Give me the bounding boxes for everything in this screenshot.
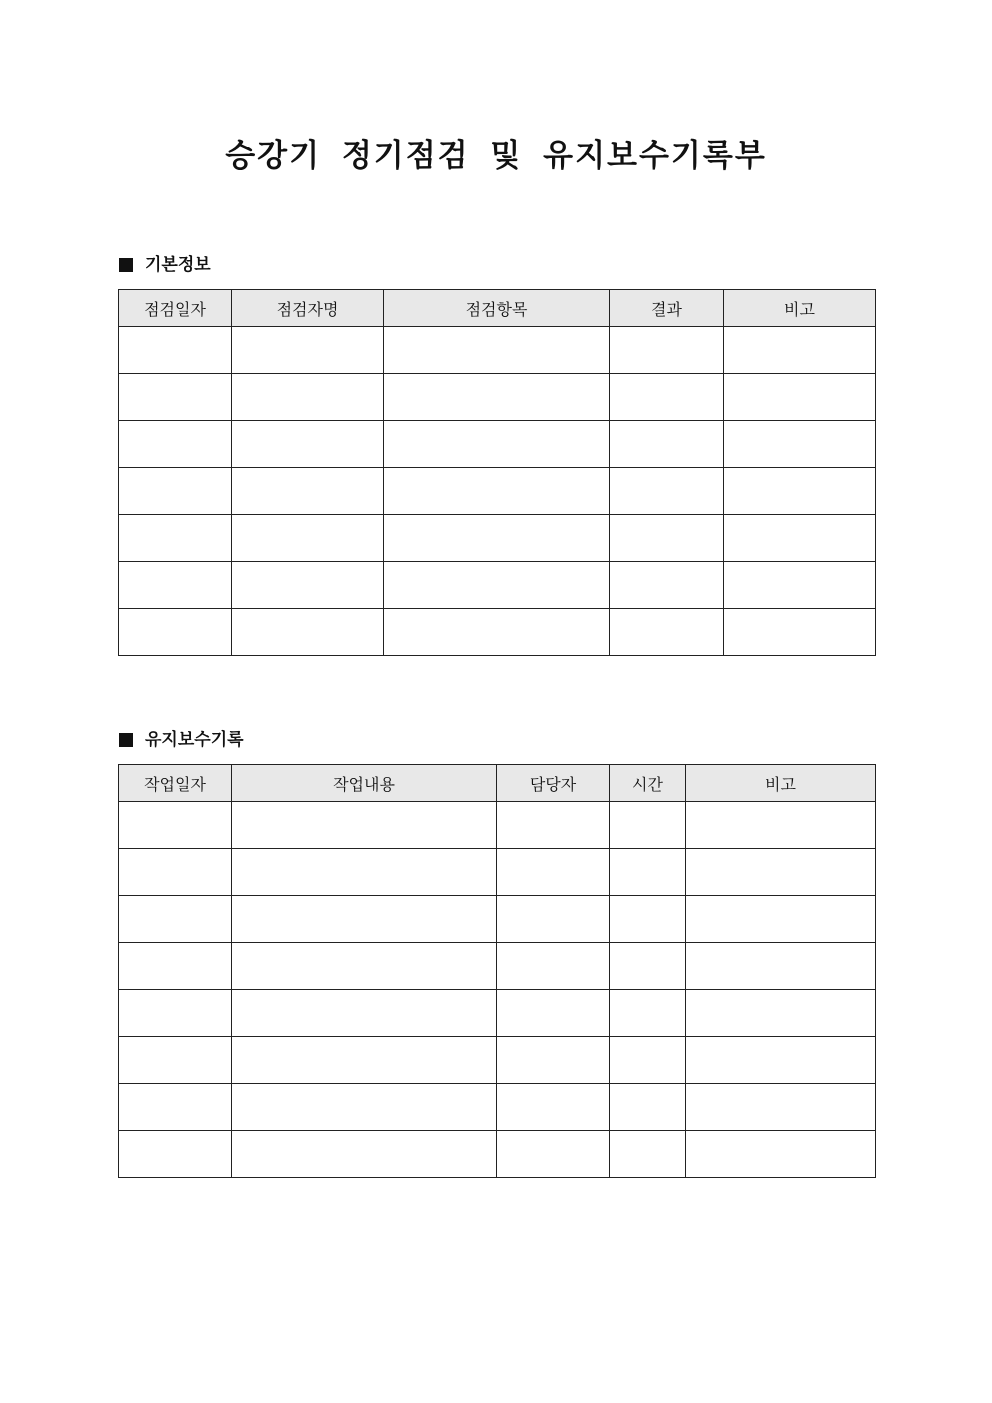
maintenance-table-cell[interactable] [610,849,686,896]
inspection-header-row [119,290,876,327]
inspection-table-cell[interactable] [724,421,876,468]
inspection-table-cell[interactable] [610,468,724,515]
inspection-table-cell[interactable] [119,515,232,562]
maintenance-table-cell[interactable] [119,990,232,1037]
maintenance-table-cell[interactable] [497,990,610,1037]
inspection-table [118,289,876,656]
maintenance-table-row [119,1131,876,1178]
column-header-inspection-item: 점검항목 [384,290,610,327]
maintenance-table-cell[interactable] [686,1037,876,1084]
maintenance-table-cell[interactable] [686,1131,876,1178]
maintenance-table-cell[interactable] [686,896,876,943]
maintenance-table-cell[interactable] [610,943,686,990]
maintenance-table-cell[interactable] [119,896,232,943]
maintenance-table-body [119,802,876,1178]
maintenance-table-cell[interactable] [232,849,497,896]
column-header-work-description: 작업내용 [232,765,497,802]
maintenance-table-cell[interactable] [610,1037,686,1084]
maintenance-table-cell[interactable] [497,943,610,990]
inspection-table-cell[interactable] [610,374,724,421]
inspection-table-cell[interactable] [119,374,232,421]
maintenance-table-cell[interactable] [232,1037,497,1084]
inspection-table-cell[interactable] [384,609,610,656]
inspection-table-cell[interactable] [610,609,724,656]
inspection-table-cell[interactable] [232,609,384,656]
inspection-table-cell[interactable] [724,609,876,656]
inspection-table-row [119,421,876,468]
maintenance-heading [119,728,244,752]
inspection-table-cell[interactable] [232,421,384,468]
inspection-table-row [119,562,876,609]
maintenance-table-cell[interactable] [232,1084,497,1131]
basic-info-heading-label: 기본정보 [145,255,211,275]
inspection-table-cell[interactable] [384,562,610,609]
maintenance-table-cell[interactable] [119,943,232,990]
column-header-person-in-charge: 담당자 [497,765,610,802]
column-header-result: 결과 [610,290,724,327]
inspection-table-cell[interactable] [724,327,876,374]
inspection-table-row [119,609,876,656]
maintenance-table-cell[interactable] [497,1084,610,1131]
maintenance-table-cell[interactable] [232,943,497,990]
inspection-table-cell[interactable] [232,515,384,562]
inspection-table-cell[interactable] [232,562,384,609]
maintenance-table-row [119,1037,876,1084]
document-title: 승강기 정기점검 및 유지보수기록부 [225,138,767,174]
inspection-table-cell[interactable] [119,468,232,515]
square-bullet-icon [119,733,133,747]
maintenance-table-cell[interactable] [119,1084,232,1131]
maintenance-table-row [119,990,876,1037]
maintenance-table-cell[interactable] [686,943,876,990]
inspection-table-row [119,374,876,421]
maintenance-table-cell[interactable] [119,849,232,896]
maintenance-table-cell[interactable] [232,896,497,943]
maintenance-table-cell[interactable] [232,802,497,849]
maintenance-table-cell[interactable] [119,1037,232,1084]
maintenance-table-cell[interactable] [686,802,876,849]
basic-info-heading [119,253,211,277]
inspection-table-cell[interactable] [610,515,724,562]
inspection-table-cell[interactable] [119,609,232,656]
maintenance-table-cell[interactable] [119,1131,232,1178]
inspection-table-cell[interactable] [610,421,724,468]
inspection-table-cell[interactable] [384,468,610,515]
maintenance-table-cell[interactable] [497,849,610,896]
inspection-table-cell[interactable] [610,562,724,609]
inspection-table-cell[interactable] [724,374,876,421]
inspection-table-cell[interactable] [724,562,876,609]
inspection-table-cell[interactable] [724,468,876,515]
inspection-table-cell[interactable] [384,374,610,421]
inspection-table-body [119,327,876,656]
maintenance-table-row [119,849,876,896]
maintenance-table-cell[interactable] [497,1037,610,1084]
column-header-inspector-name: 점검자명 [232,290,384,327]
inspection-table-cell[interactable] [119,327,232,374]
maintenance-table-row [119,1084,876,1131]
maintenance-table-cell[interactable] [686,1084,876,1131]
maintenance-table-cell[interactable] [232,1131,497,1178]
maintenance-table-cell[interactable] [610,1131,686,1178]
inspection-table-cell[interactable] [119,421,232,468]
inspection-table-cell[interactable] [384,421,610,468]
maintenance-table-cell[interactable] [686,990,876,1037]
maintenance-header-row [119,765,876,802]
maintenance-table-cell[interactable] [497,1131,610,1178]
inspection-table-cell[interactable] [724,515,876,562]
inspection-table-row [119,327,876,374]
maintenance-table-cell[interactable] [232,990,497,1037]
maintenance-table [118,764,876,1178]
maintenance-table-cell[interactable] [610,896,686,943]
column-header-inspection-date: 점검일자 [119,290,232,327]
maintenance-table-cell[interactable] [119,802,232,849]
maintenance-table-cell[interactable] [610,1084,686,1131]
inspection-table-row [119,515,876,562]
inspection-table-cell[interactable] [232,327,384,374]
inspection-table-cell[interactable] [232,374,384,421]
maintenance-table-cell[interactable] [610,802,686,849]
inspection-table-cell[interactable] [610,327,724,374]
inspection-table-cell[interactable] [119,562,232,609]
square-bullet-icon [119,258,133,272]
maintenance-table-cell[interactable] [497,802,610,849]
inspection-table-cell[interactable] [384,515,610,562]
maintenance-table-cell[interactable] [686,849,876,896]
column-header-time: 시간 [610,765,686,802]
maintenance-table-row [119,943,876,990]
maintenance-table-cell[interactable] [497,896,610,943]
column-header-work-date: 작업일자 [119,765,232,802]
maintenance-table-row [119,802,876,849]
column-header-remarks: 비고 [724,290,876,327]
maintenance-heading-label: 유지보수기록 [145,730,244,750]
inspection-table-cell[interactable] [384,327,610,374]
maintenance-table-cell[interactable] [610,990,686,1037]
maintenance-table-row [119,896,876,943]
column-header-remarks: 비고 [686,765,876,802]
inspection-table-row [119,468,876,515]
inspection-table-cell[interactable] [232,468,384,515]
